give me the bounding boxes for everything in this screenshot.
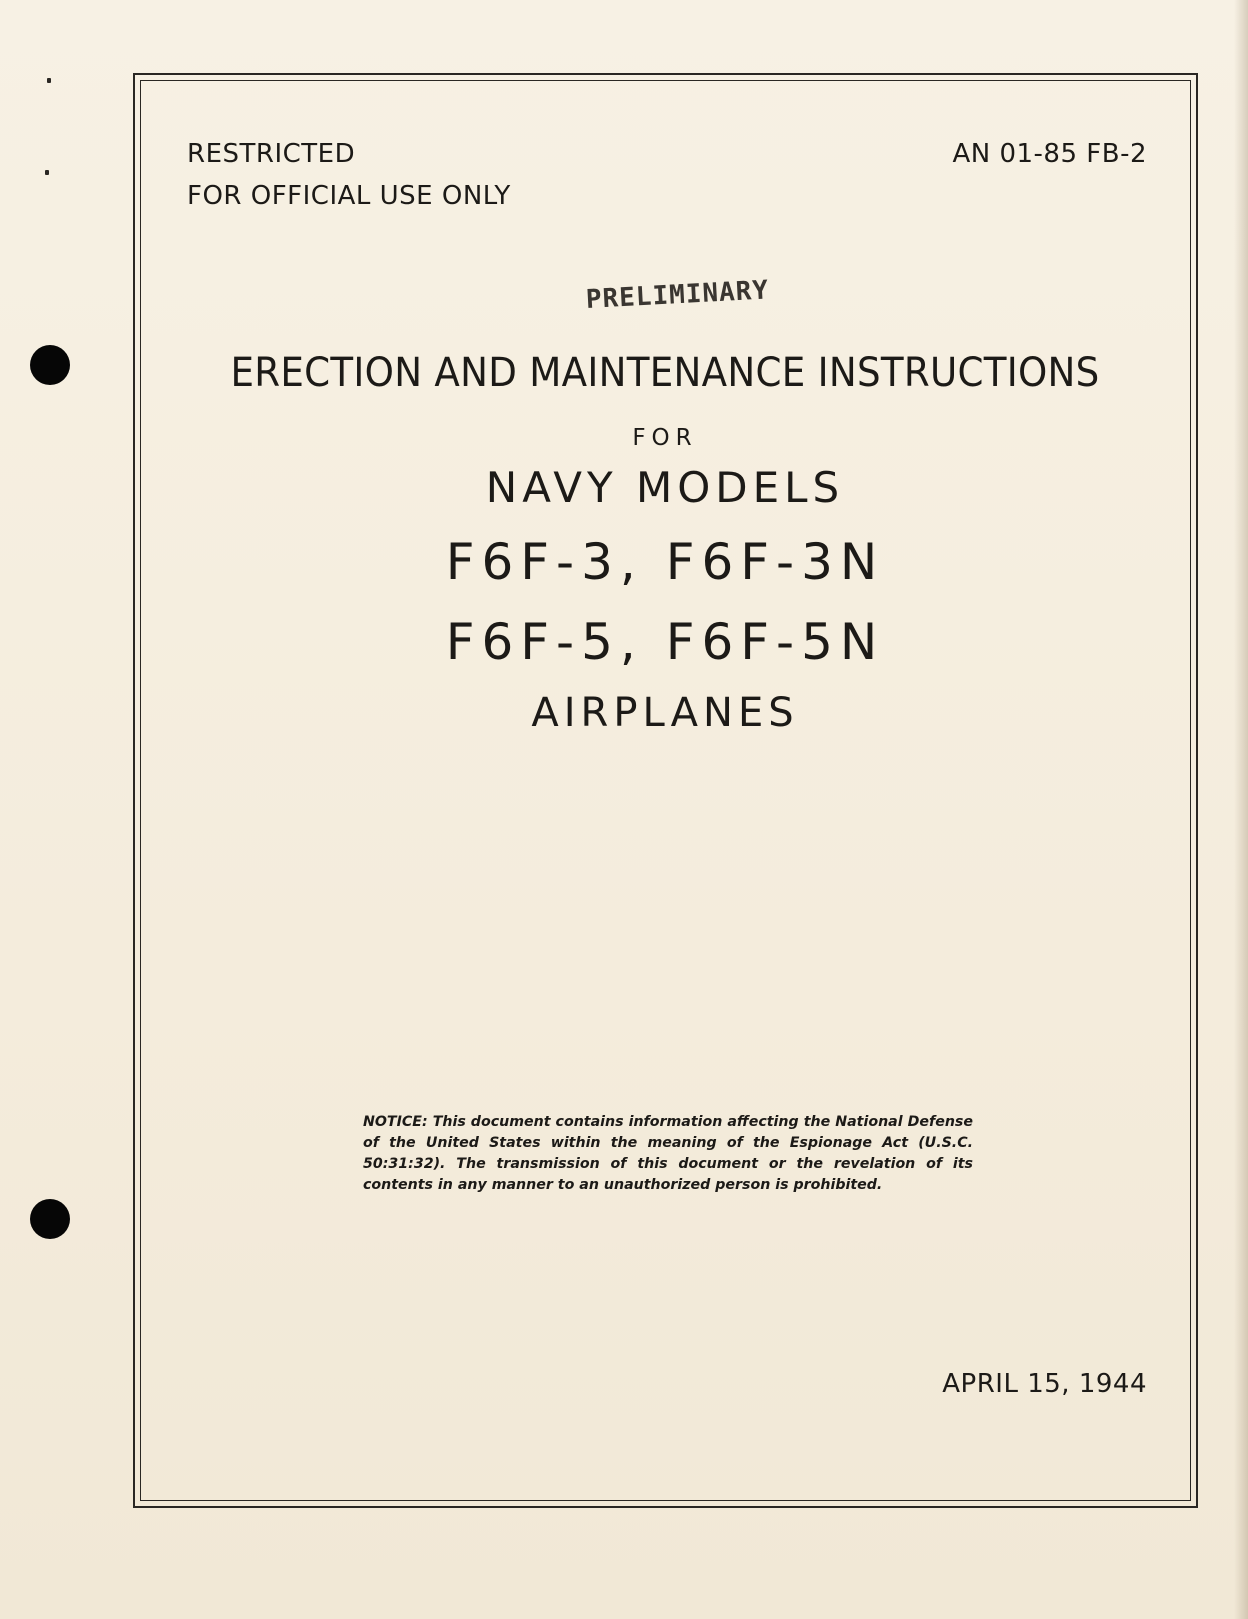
preliminary-stamp: PRELIMINARY: [585, 275, 770, 315]
title-for: FOR: [632, 425, 698, 451]
margin-mark: [45, 170, 49, 175]
publication-date: APRIL 15, 1944: [942, 1369, 1147, 1399]
page-edge-shadow: [1234, 0, 1248, 1619]
margin-mark: [47, 78, 51, 83]
espionage-notice: NOTICE: This document contains information affecting the National Defense of the United States within the meaning of the Espionage Act (U.S.C. 50:31:32). The transmission of this document or the revelation of its contents in any manner to an unauthorized person is prohibited.: [363, 1114, 973, 1193]
punch-hole-bottom: [30, 1199, 70, 1239]
classification-restricted: RESTRICTED: [187, 139, 356, 169]
document-title: ERECTION AND MAINTENANCE INSTRUCTIONS: [230, 350, 1100, 396]
document-number: AN 01-85 FB-2: [952, 139, 1147, 169]
model-list-line-1: F6F-3, F6F-3N: [445, 533, 885, 591]
title-airplanes: AIRPLANES: [531, 690, 799, 736]
title-navy-models: NAVY MODELS: [485, 463, 845, 512]
classification-official-use: FOR OFFICIAL USE ONLY: [187, 181, 511, 211]
model-list-line-2: F6F-5, F6F-5N: [445, 613, 885, 671]
